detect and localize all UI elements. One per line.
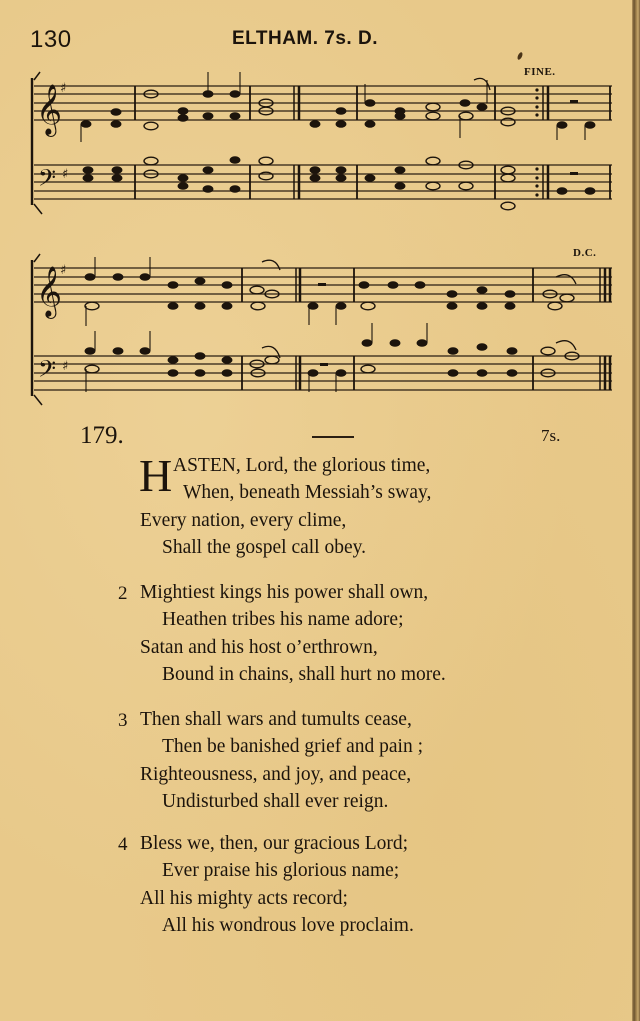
stanza-line: Then be banished grief and pain ; [162, 736, 423, 757]
stanza-line: Bound in chains, shall hurt no more. [162, 664, 446, 685]
stanza-line: Righteousness, and joy, and peace, [140, 764, 412, 785]
bass-clef-icon: 𝄢 [38, 164, 57, 197]
hymn-meter: 7s. [541, 426, 561, 445]
fine-marking: FINE. [524, 66, 556, 78]
score-notation [0, 0, 640, 420]
stanza-line: Mightiest kings his power shall own, [140, 582, 429, 603]
verse-number: 3 [118, 710, 128, 731]
stanza-line: When, beneath Messiah’s sway, [183, 482, 432, 503]
svg-text:♯: ♯ [62, 167, 69, 182]
tune-title: ELTHAM. 7s. D. [232, 28, 378, 49]
stanza-line: Ever praise his glorious name; [162, 860, 400, 881]
stanza-line: ASTEN, Lord, the glorious time, [173, 455, 431, 476]
stanza-line: All his mighty acts record; [140, 888, 348, 909]
stanza-line: Undisturbed shall ever reign. [162, 791, 389, 812]
svg-text:♯: ♯ [62, 359, 69, 374]
svg-text:𝄢: 𝄢 [38, 355, 57, 388]
stanza-line: Then shall wars and tumults cease, [140, 709, 412, 730]
verse-number: 4 [118, 834, 128, 855]
svg-text:♯: ♯ [60, 263, 67, 278]
da-capo-marking: D.C. [573, 247, 597, 259]
stanza-line: Satan and his host o’erthrown, [140, 637, 378, 658]
svg-text:♯: ♯ [60, 81, 67, 96]
stanza-line: All his wondrous love proclaim. [162, 915, 414, 936]
stanza-line: Every nation, every clime, [140, 510, 347, 531]
stanza-line: Bless we, then, our gracious Lord; [140, 833, 409, 854]
music-score [0, 0, 640, 420]
treble-clef-icon: 𝄞 [36, 84, 63, 135]
hymn-divider [312, 436, 354, 438]
svg-text:𝄞: 𝄞 [36, 266, 63, 317]
stanza-line: Shall the gospel call obey. [162, 537, 366, 558]
stanza-line: Heathen tribes his name adore; [162, 609, 404, 630]
hymn-number: 179. [80, 422, 124, 449]
verse-number: 2 [118, 583, 128, 604]
page-number: 130 [30, 26, 72, 53]
dropcap: H [139, 450, 173, 501]
